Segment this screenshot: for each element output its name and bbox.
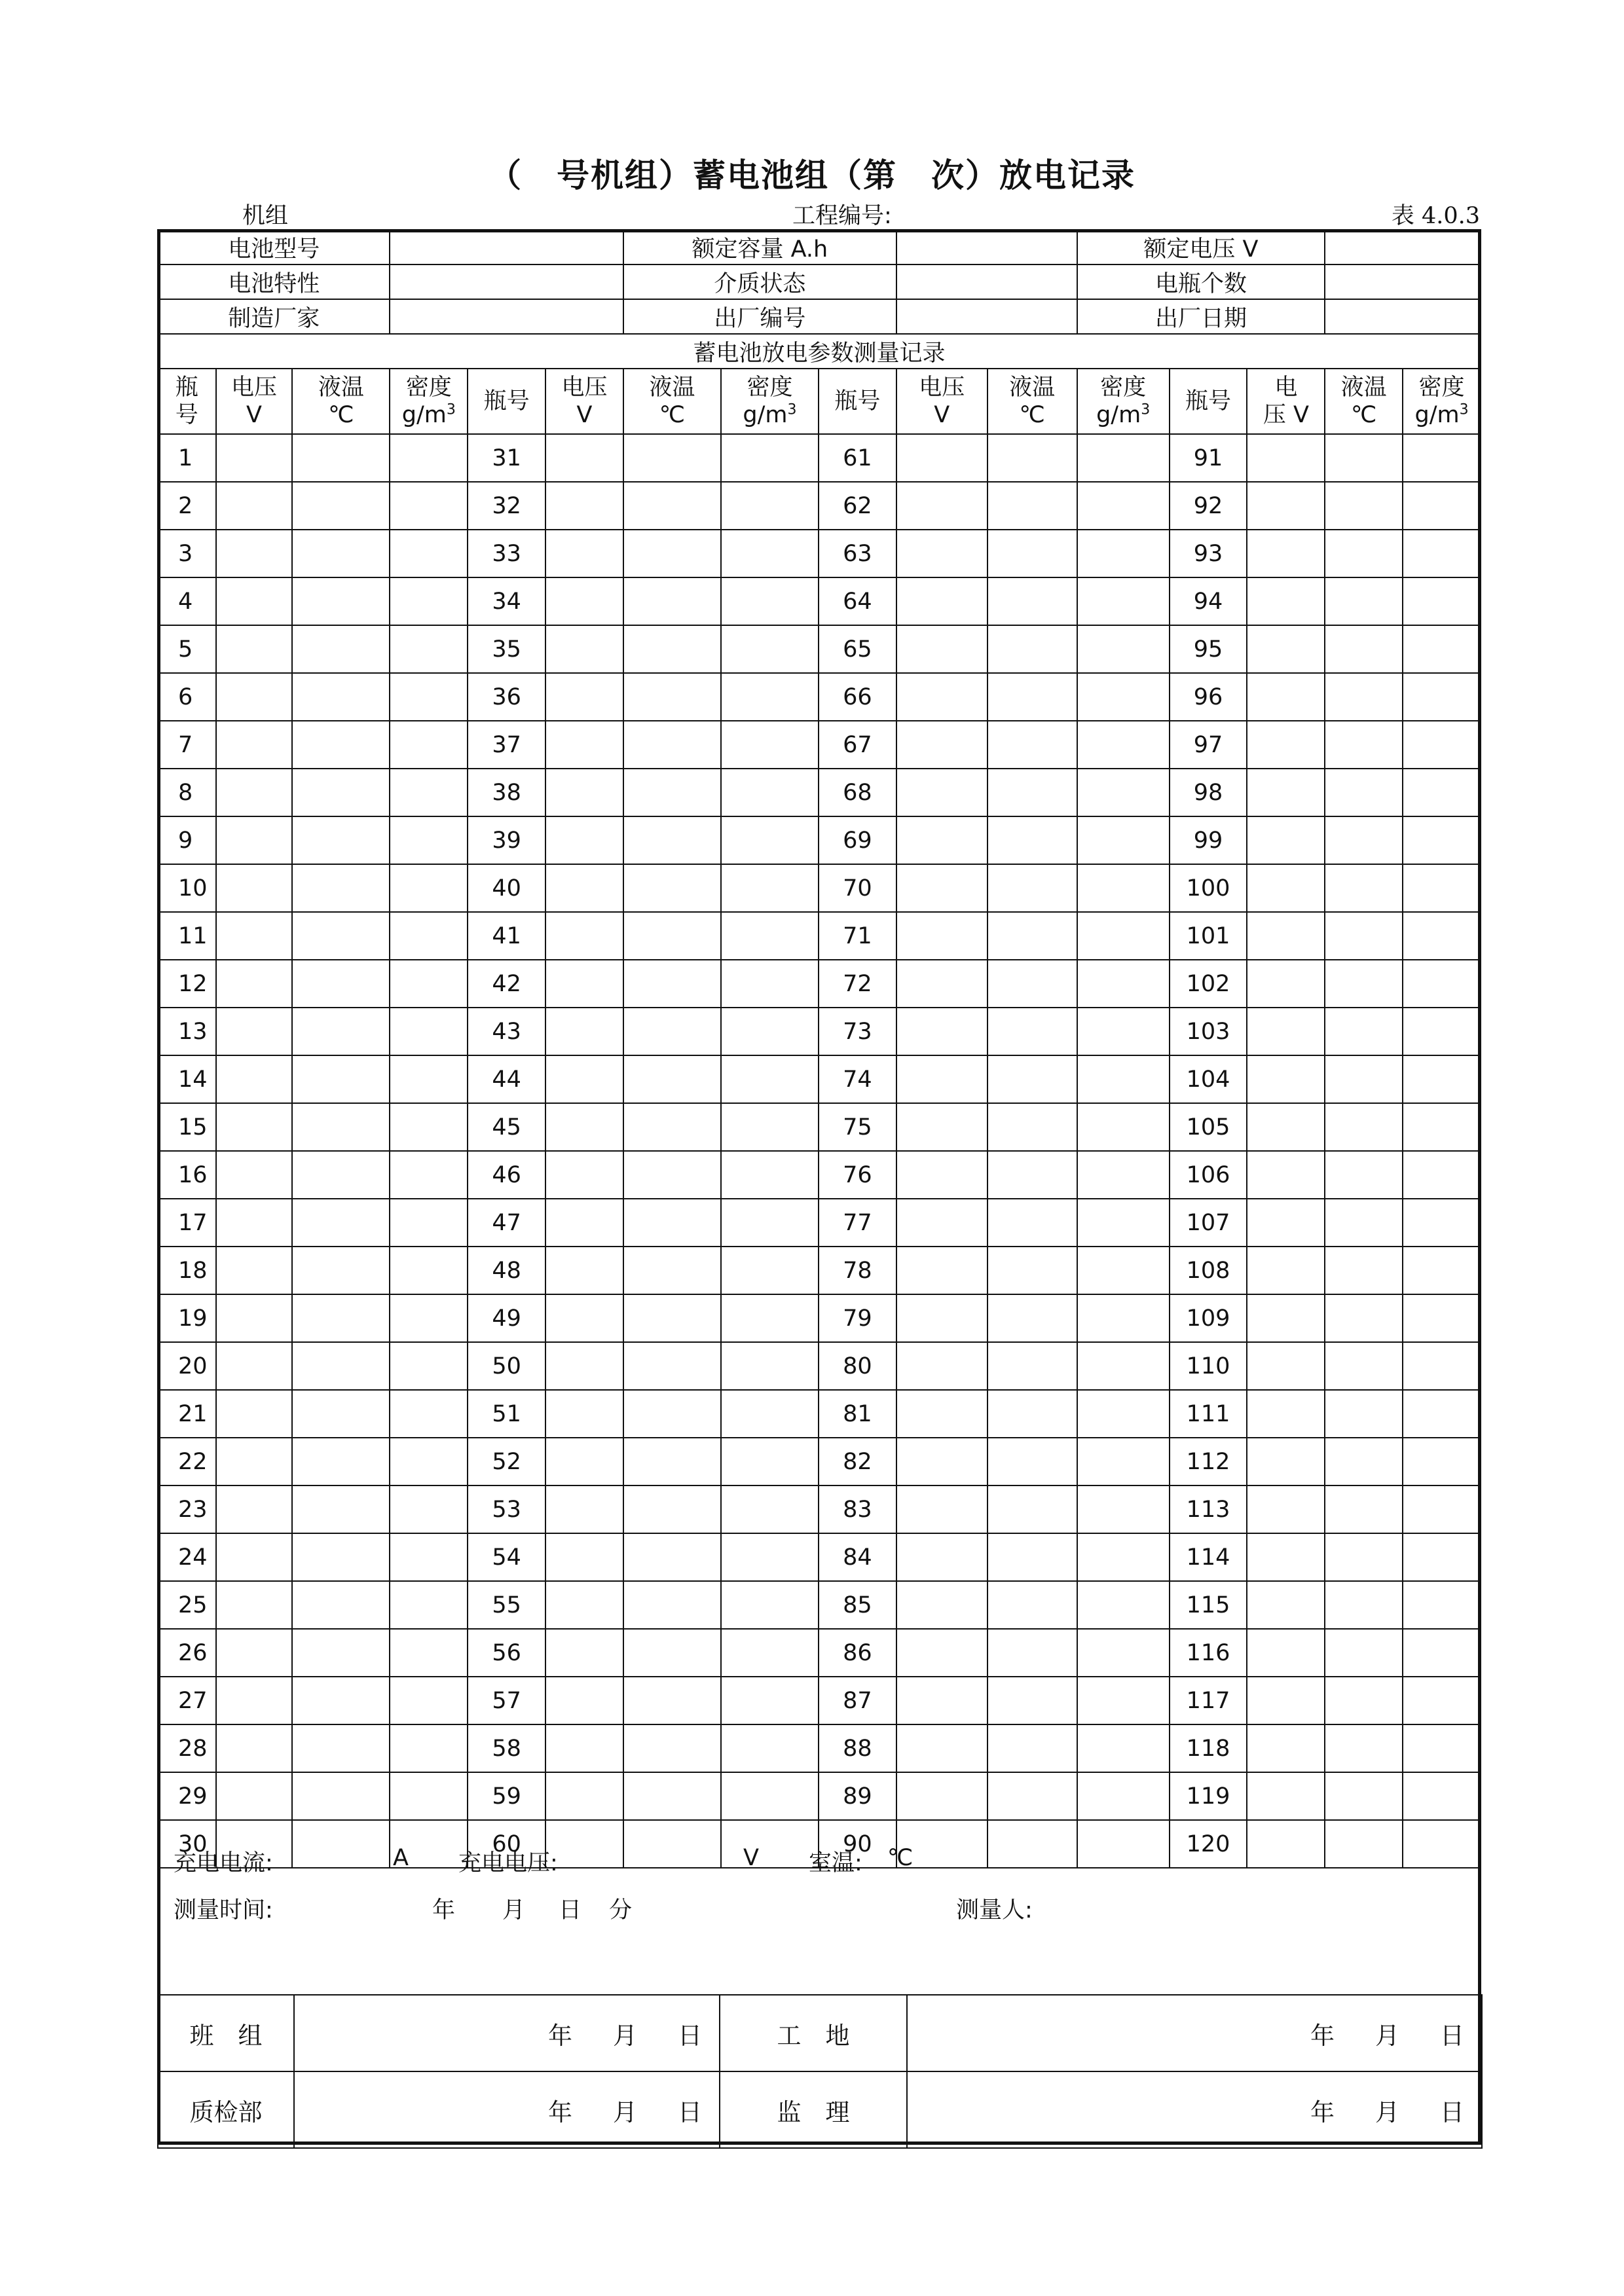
bottle-number: 106 <box>1170 1151 1247 1199</box>
day-label: 日 <box>1440 2098 1464 2126</box>
bottle-number: 79 <box>819 1294 896 1342</box>
bottle-number: 107 <box>1170 1199 1247 1247</box>
charge-current-unit: A <box>393 1845 409 1871</box>
bottle-number: 55 <box>468 1581 545 1629</box>
unit-suffix: 机组 <box>242 203 289 229</box>
bottle-number: 105 <box>1170 1103 1247 1151</box>
bottle-number: 56 <box>468 1629 545 1677</box>
bottle-number: 110 <box>1170 1342 1247 1390</box>
room-temp-label: 室温: <box>809 1850 862 1876</box>
bottle-number: 4 <box>158 577 216 625</box>
bottle-number: 49 <box>468 1294 545 1342</box>
bottle-number: 27 <box>158 1677 216 1724</box>
bottle-number: 44 <box>468 1055 545 1103</box>
bottle-number: 14 <box>158 1055 216 1103</box>
bottle-number: 85 <box>819 1581 896 1629</box>
bottle-number: 71 <box>819 912 896 960</box>
info-label: 额定电压 V <box>1077 230 1325 264</box>
bottle-number: 54 <box>468 1533 545 1581</box>
outer-border <box>157 229 1481 2145</box>
info-label: 电池特性 <box>158 264 390 299</box>
bottle-number: 35 <box>468 625 545 673</box>
bottle-number: 8 <box>158 769 216 816</box>
charge-voltage-label: 充电电压: <box>458 1850 558 1876</box>
bottle-number: 84 <box>819 1533 896 1581</box>
bottle-number: 66 <box>819 673 896 721</box>
bottle-number: 24 <box>158 1533 216 1581</box>
bottle-number: 11 <box>158 912 216 960</box>
bottle-number: 111 <box>1170 1390 1247 1438</box>
voltage-header: 电压 V <box>545 369 623 434</box>
bottle-number: 28 <box>158 1724 216 1772</box>
bottle-number: 39 <box>468 816 545 864</box>
bottle-number: 17 <box>158 1199 216 1247</box>
bottle-number: 68 <box>819 769 896 816</box>
bottle-number: 86 <box>819 1629 896 1677</box>
bottle-number: 97 <box>1170 721 1247 769</box>
bottle-number: 61 <box>819 434 896 482</box>
bottle-number: 31 <box>468 434 545 482</box>
year-label: 年 <box>548 2098 572 2126</box>
bottle-number: 116 <box>1170 1629 1247 1677</box>
bottle-number: 29 <box>158 1772 216 1820</box>
bottle-number: 83 <box>819 1485 896 1533</box>
room-temp-unit: ℃ <box>887 1845 913 1871</box>
bottle-number-header: 瓶号 <box>1170 369 1247 434</box>
table-number: 表 4.0.3 <box>1391 203 1480 229</box>
day-label: 日 <box>678 2098 702 2126</box>
signature-party-label: 班 组 <box>158 1995 294 2071</box>
info-label: 制造厂家 <box>158 299 390 334</box>
bottle-number-header: 瓶 号 <box>158 369 216 434</box>
bottle-number: 18 <box>158 1247 216 1294</box>
signature-party-label: 质检部 <box>158 2071 294 2148</box>
bottle-number: 26 <box>158 1629 216 1677</box>
bottle-number: 73 <box>819 1008 896 1055</box>
bottle-number: 95 <box>1170 625 1247 673</box>
section-title: 蓄电池放电参数测量记录 <box>158 334 1481 369</box>
charge-current-label: 充电电流: <box>174 1850 273 1876</box>
bottle-number: 53 <box>468 1485 545 1533</box>
bottle-number: 38 <box>468 769 545 816</box>
month-label: 月 <box>613 2098 637 2126</box>
bottle-number: 67 <box>819 721 896 769</box>
voltage-header: 电压 V <box>896 369 987 434</box>
info-label: 介质状态 <box>623 264 896 299</box>
month-label: 月 <box>1375 2021 1399 2050</box>
voltage-header: 电 压 V <box>1247 369 1325 434</box>
bottle-number: 48 <box>468 1247 545 1294</box>
bottle-number: 65 <box>819 625 896 673</box>
day-label: 日 <box>678 2021 702 2050</box>
unit-blank-line <box>157 207 242 230</box>
bottle-number: 20 <box>158 1342 216 1390</box>
info-label: 电瓶个数 <box>1077 264 1325 299</box>
bottle-number: 102 <box>1170 960 1247 1008</box>
voltage-header: 电压 V <box>216 369 293 434</box>
bottle-number: 103 <box>1170 1008 1247 1055</box>
bottle-number: 64 <box>819 577 896 625</box>
bottle-number: 5 <box>158 625 216 673</box>
bottle-number: 104 <box>1170 1055 1247 1103</box>
bottle-number: 59 <box>468 1772 545 1820</box>
bottle-number: 93 <box>1170 530 1247 577</box>
bottle-number: 91 <box>1170 434 1247 482</box>
bottle-number: 120 <box>1170 1820 1247 1868</box>
bottle-number: 117 <box>1170 1677 1247 1724</box>
bottle-number: 45 <box>468 1103 545 1151</box>
measure-minute-label: 分 <box>609 1897 633 1923</box>
density-header: 密度 $g/m^3$ <box>721 369 819 434</box>
density-header: 密度 $g/m^3$ <box>1403 369 1481 434</box>
bottle-number: 60 <box>468 1820 545 1868</box>
bottle-number: 51 <box>468 1390 545 1438</box>
year-label: 年 <box>548 2021 572 2050</box>
info-label: 出厂编号 <box>623 299 896 334</box>
bottle-number: 13 <box>158 1008 216 1055</box>
bottle-number: 77 <box>819 1199 896 1247</box>
year-label: 年 <box>1310 2021 1335 2050</box>
bottle-number: 119 <box>1170 1772 1247 1820</box>
bottle-number: 52 <box>468 1438 545 1485</box>
bottle-number: 112 <box>1170 1438 1247 1485</box>
bottle-number: 63 <box>819 530 896 577</box>
bottle-number: 78 <box>819 1247 896 1294</box>
bottle-number: 43 <box>468 1008 545 1055</box>
bottle-number: 94 <box>1170 577 1247 625</box>
measure-month-label: 月 <box>502 1897 526 1923</box>
bottle-number: 2 <box>158 482 216 530</box>
temperature-header: 液温 ℃ <box>987 369 1077 434</box>
temperature-header: 液温 ℃ <box>623 369 721 434</box>
bottle-number: 25 <box>158 1581 216 1629</box>
bottle-number: 118 <box>1170 1724 1247 1772</box>
month-label: 月 <box>1375 2098 1399 2126</box>
bottle-number: 10 <box>158 864 216 912</box>
bottle-number: 57 <box>468 1677 545 1724</box>
bottle-number: 99 <box>1170 816 1247 864</box>
bottle-number-header: 瓶号 <box>468 369 545 434</box>
bottle-number: 114 <box>1170 1533 1247 1581</box>
density-header: 密度 $g/m^3$ <box>390 369 468 434</box>
document-subheader <box>157 198 1480 229</box>
bottle-number: 9 <box>158 816 216 864</box>
bottle-number: 22 <box>158 1438 216 1485</box>
signature-party-label: 监 理 <box>720 2071 907 2148</box>
bottle-number: 12 <box>158 960 216 1008</box>
bottle-number: 19 <box>158 1294 216 1342</box>
bottle-number: 113 <box>1170 1485 1247 1533</box>
measure-year-label: 年 <box>432 1897 456 1923</box>
bottle-number: 21 <box>158 1390 216 1438</box>
measurer-label: 测量人: <box>956 1897 1033 1923</box>
bottle-number: 1 <box>158 434 216 482</box>
bottle-number: 82 <box>819 1438 896 1485</box>
temperature-header: 液温 ℃ <box>1325 369 1403 434</box>
bottle-number: 108 <box>1170 1247 1247 1294</box>
bottle-number: 46 <box>468 1151 545 1199</box>
bottle-number: 62 <box>819 482 896 530</box>
bottle-number: 36 <box>468 673 545 721</box>
bottle-number: 76 <box>819 1151 896 1199</box>
bottle-number: 37 <box>468 721 545 769</box>
bottle-number: 72 <box>819 960 896 1008</box>
bottle-number: 47 <box>468 1199 545 1247</box>
bottle-number: 69 <box>819 816 896 864</box>
bottle-number: 89 <box>819 1772 896 1820</box>
measure-time-label: 测量时间: <box>174 1897 273 1923</box>
bottle-number: 32 <box>468 482 545 530</box>
bottle-number: 7 <box>158 721 216 769</box>
bottle-number: 74 <box>819 1055 896 1103</box>
charge-voltage-unit: V <box>743 1845 759 1871</box>
bottle-number: 16 <box>158 1151 216 1199</box>
bottle-number: 23 <box>158 1485 216 1533</box>
bottle-number: 75 <box>819 1103 896 1151</box>
year-label: 年 <box>1310 2098 1335 2126</box>
month-label: 月 <box>613 2021 637 2050</box>
bottle-number: 3 <box>158 530 216 577</box>
bottle-number: 87 <box>819 1677 896 1724</box>
bottle-number: 88 <box>819 1724 896 1772</box>
bottle-number: 15 <box>158 1103 216 1151</box>
signature-party-label: 工 地 <box>720 1995 907 2071</box>
bottle-number: 96 <box>1170 673 1247 721</box>
info-label: 出厂日期 <box>1077 299 1325 334</box>
bottle-number: 40 <box>468 864 545 912</box>
bottle-number: 115 <box>1170 1581 1247 1629</box>
bottle-number: 100 <box>1170 864 1247 912</box>
bottle-number-header: 瓶号 <box>819 369 896 434</box>
info-label: 电池型号 <box>158 230 390 264</box>
density-header: 密度 $g/m^3$ <box>1077 369 1170 434</box>
document-title: （ 号机组）蓄电池组（第 次）放电记录 <box>489 156 1135 194</box>
project-number-label: 工程编号: <box>792 203 892 229</box>
day-label: 日 <box>1440 2021 1464 2050</box>
bottle-number: 41 <box>468 912 545 960</box>
bottle-number: 90 <box>819 1820 896 1868</box>
bottle-number: 81 <box>819 1390 896 1438</box>
bottle-number: 50 <box>468 1342 545 1390</box>
bottle-number: 70 <box>819 864 896 912</box>
temperature-header: 液温 ℃ <box>292 369 390 434</box>
bottle-number: 80 <box>819 1342 896 1390</box>
bottle-number: 6 <box>158 673 216 721</box>
bottle-number: 30 <box>158 1820 216 1868</box>
bottle-number: 101 <box>1170 912 1247 960</box>
bottle-number: 109 <box>1170 1294 1247 1342</box>
measure-day-label: 日 <box>559 1897 582 1923</box>
bottle-number: 42 <box>468 960 545 1008</box>
bottle-number: 92 <box>1170 482 1247 530</box>
bottle-number: 58 <box>468 1724 545 1772</box>
unit-field <box>157 198 288 230</box>
bottle-number: 98 <box>1170 769 1247 816</box>
info-label: 额定容量 A.h <box>623 230 896 264</box>
bottle-number: 33 <box>468 530 545 577</box>
bottle-number: 34 <box>468 577 545 625</box>
